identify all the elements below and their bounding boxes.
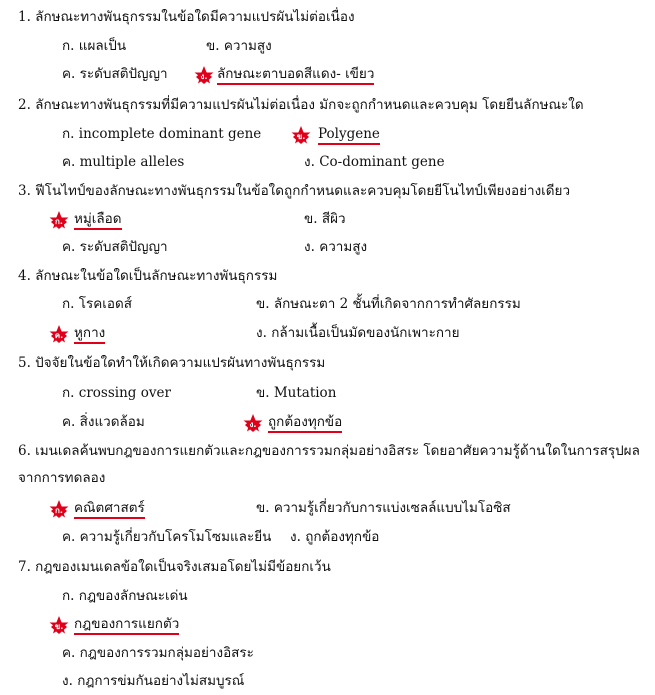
answer-star-icon: ก. — [48, 500, 70, 522]
q5-option-c[interactable]: ค. สิ่งแวดล้อม — [62, 414, 145, 430]
q5-selected-answer: ถูกต้องทุกข้อ — [268, 414, 342, 433]
question-3-options-row-1 — [0, 208, 655, 230]
q2-option-a[interactable]: ก. incomplete dominant gene — [62, 126, 262, 142]
question-3-options-row-2 — [0, 236, 655, 258]
q3-option-a[interactable] — [55, 211, 122, 227]
q5-option-a[interactable]: ก. crossing over — [62, 385, 171, 401]
q3-option-d[interactable]: ง. ความสูง — [304, 239, 368, 255]
question-7-option-c-row — [0, 642, 655, 664]
question-5-stem: 5. ปัจจัยในข้อใดทำให้เกิดความแปรผันทางพันธุกรรม — [18, 355, 326, 371]
question-3-stem: 3. ฟีโนไทป์ของลักษณะทางพันธุกรรมในข้อใดถูกกำหนดและควบคุมโดยยีโนไทป์เพียงอย่างเดียว — [18, 183, 571, 199]
question-7-option-b-row — [0, 613, 655, 635]
question-4-options-row-1 — [0, 293, 655, 315]
q1-option-c[interactable]: ค. ระดับสติปัญญา — [62, 66, 168, 82]
answer-star-icon: ก. — [48, 211, 70, 233]
q2-option-b[interactable] — [296, 126, 380, 142]
question-1-options-row-1 — [0, 35, 655, 57]
question-7-option-d-row — [0, 670, 655, 692]
answer-star-icon: ค. — [48, 325, 70, 347]
q4-option-b[interactable]: ข. ลักษณะตา 2 ชั้นที่เกิดจากการทำศัลยกรรม — [256, 296, 521, 312]
question-2-options-row-2 — [0, 151, 655, 173]
question-6-stem-continued: จากการทดลอง — [18, 470, 106, 486]
question-6-stem: 6. เมนเดลค้นพบกฎของการแยกตัวและกฎของการรวมกลุ่มอย่างอิสระ โดยอาศัยความรู้ด้านใดในการสรุปผล — [18, 443, 640, 459]
q4-option-a[interactable]: ก. โรคเอดส์ — [62, 296, 133, 312]
question-6-options-row-1 — [0, 497, 655, 519]
q1-option-d[interactable] — [200, 66, 375, 82]
q3-option-c[interactable]: ค. ระดับสติปัญญา — [62, 239, 168, 255]
q4-option-c[interactable] — [54, 325, 106, 341]
question-1-stem: 1. ลักษณะทางพันธุกรรมในข้อใดมีความแปรผันไม่ต่อเนื่อง — [18, 9, 355, 25]
answer-star-icon: ข. — [290, 126, 312, 148]
question-7-stem: 7. กฎของเมนเดลข้อใดเป็นจริงเสมอโดยไม่มีข้อยกเว้น — [18, 559, 331, 575]
q1-option-b[interactable]: ข. ความสูง — [206, 38, 272, 54]
q1-selected-answer: ลักษณะตาบอดสีแดง- เขียว — [217, 66, 374, 85]
q7-option-d[interactable]: ง. กฎการข่มกันอย่างไม่สมบูรณ์ — [62, 673, 245, 689]
question-5-options-row-1 — [0, 382, 655, 404]
q2-option-c[interactable]: ค. multiple alleles — [62, 154, 185, 170]
q6-option-d[interactable]: ง. ถูกต้องทุกข้อ — [290, 529, 380, 545]
question-4-stem: 4. ลักษณะในข้อใดเป็นลักษณะทางพันธุกรรม — [18, 268, 278, 284]
q7-option-b[interactable] — [54, 616, 180, 632]
answer-star-icon: ข. — [48, 616, 70, 638]
q2-selected-answer: Polygene — [318, 126, 380, 145]
answer-star-icon: ง. — [242, 414, 264, 436]
q3-selected-answer: หมู่เลือด — [74, 211, 122, 230]
question-2-stem: 2. ลักษณะทางพันธุกรรมที่มีความแปรผันไม่ต่อเนื่อง มักจะถูกกำหนดและควบคุม โดยยีนลักษณะใด — [18, 97, 584, 113]
answer-star-icon: ง. — [193, 66, 215, 88]
question-1-options-row-2 — [0, 63, 655, 85]
q7-selected-answer: กฎของการแยกตัว — [74, 616, 179, 635]
question-2-options-row-1 — [0, 123, 655, 145]
q5-option-d[interactable] — [249, 414, 343, 430]
q4-option-d[interactable]: ง. กล้ามเนื้อเป็นมัดของนักเพาะกาย — [256, 325, 460, 341]
question-7-option-a-row — [0, 585, 655, 607]
q6-option-c[interactable]: ค. ความรู้เกี่ยวกับโครโมโซมและยีน — [62, 529, 272, 545]
q6-selected-answer: คณิตศาสตร์ — [74, 500, 145, 519]
q5-option-b[interactable]: ข. Mutation — [256, 385, 337, 401]
question-4-options-row-2 — [0, 322, 655, 344]
question-6-options-row-2 — [0, 526, 655, 548]
q3-option-b[interactable]: ข. สีผิว — [304, 211, 346, 227]
q4-selected-answer: หูกาง — [74, 325, 105, 344]
q1-option-a[interactable]: ก. แผลเป็น — [62, 38, 127, 54]
q7-option-a[interactable]: ก. กฎของลักษณะเด่น — [62, 588, 188, 604]
q2-option-d[interactable]: ง. Co-dominant gene — [304, 154, 445, 170]
q6-option-b[interactable]: ข. ความรู้เกี่ยวกับการแบ่งเซลล์แบบไมโอซิส — [256, 500, 511, 516]
q7-option-c[interactable]: ค. กฎของการรวมกลุ่มอย่างอิสระ — [62, 645, 254, 661]
question-5-options-row-2 — [0, 411, 655, 433]
q6-option-a[interactable] — [55, 500, 145, 516]
